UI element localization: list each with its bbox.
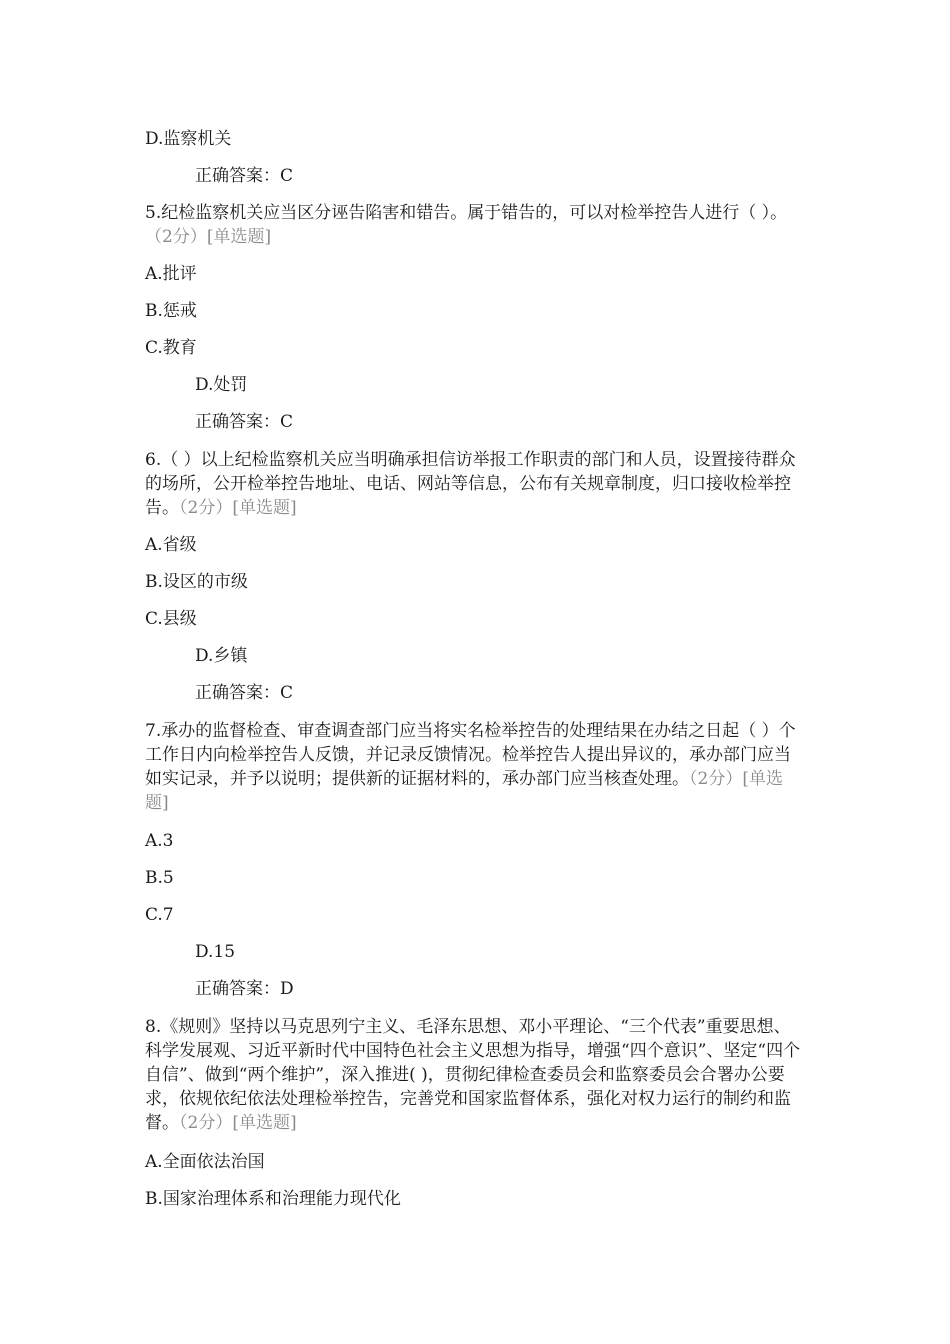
question-8-option-a: A.全面依法治国 [145,1152,265,1172]
question-7-option-c: C.7 [145,905,174,925]
question-8-stem: 8.《规则》坚持以马克思列宁主义、毛泽东思想、邓小平理论、“三个代表”重要思想、科学发展观、习近平新时代中国特色社会主义思想为指导，增强“四个意识”、坚定“四个自信”、做到“两个维护”，深入推进( )，贯彻纪律检查委员会和监察委员会合署办公要求，依规依纪依法处理检举控告，完善党和国家监督体系，强化对权力运行的制约和监督。（2分）[单选题] [145,1017,801,1133]
question-6-option-b: B.设区的市级 [145,572,248,592]
question-5-answer: 正确答案：C [195,412,294,432]
question-7-option-a: A.3 [145,831,174,851]
question-6-option-a: A.省级 [145,535,197,555]
prev-answer: 正确答案：C [195,166,294,186]
question-5-option-d: D.处罚 [195,375,248,395]
prev-option-d: D.监察机关 [145,129,232,149]
question-6-option-c: C.县级 [145,609,197,629]
question-6-option-d: D.乡镇 [195,646,248,666]
question-5-option-c: C.教育 [145,338,197,358]
question-6-stem: 6.（ ）以上纪检监察机关应当明确承担信访举报工作职责的部门和人员，设置接待群众的场所，公开检举控告地址、电话、网站等信息，公布有关规章制度，归口接收检举控告。（2分）[单选题] [145,450,796,518]
question-7-option-d: D.15 [195,942,236,962]
question-8-option-b: B.国家治理体系和治理能力现代化 [145,1189,401,1209]
question-7-stem: 7.承办的监督检查、审查调查部门应当将实名检举控告的处理结果在办结之日起（ ）个工作日内向检举控告人反馈，并记录反馈情况。检举控告人提出异议的，承办部门应当如实记录，并予以说明；提供新的证据材料的，承办部门应当核查处理。（2分）[单选题] [145,721,796,813]
question-7-answer: 正确答案：D [195,979,294,999]
question-6-answer: 正确答案：C [195,683,294,703]
question-5-option-a: A.批评 [145,264,197,284]
question-7-option-b: B.5 [145,868,174,888]
question-5-option-b: B.惩戒 [145,301,197,321]
question-5-stem: 5.纪检监察机关应当区分诬告陷害和错告。属于错告的，可以对检举控告人进行（ ）。（2分）[单选题] [145,203,788,247]
